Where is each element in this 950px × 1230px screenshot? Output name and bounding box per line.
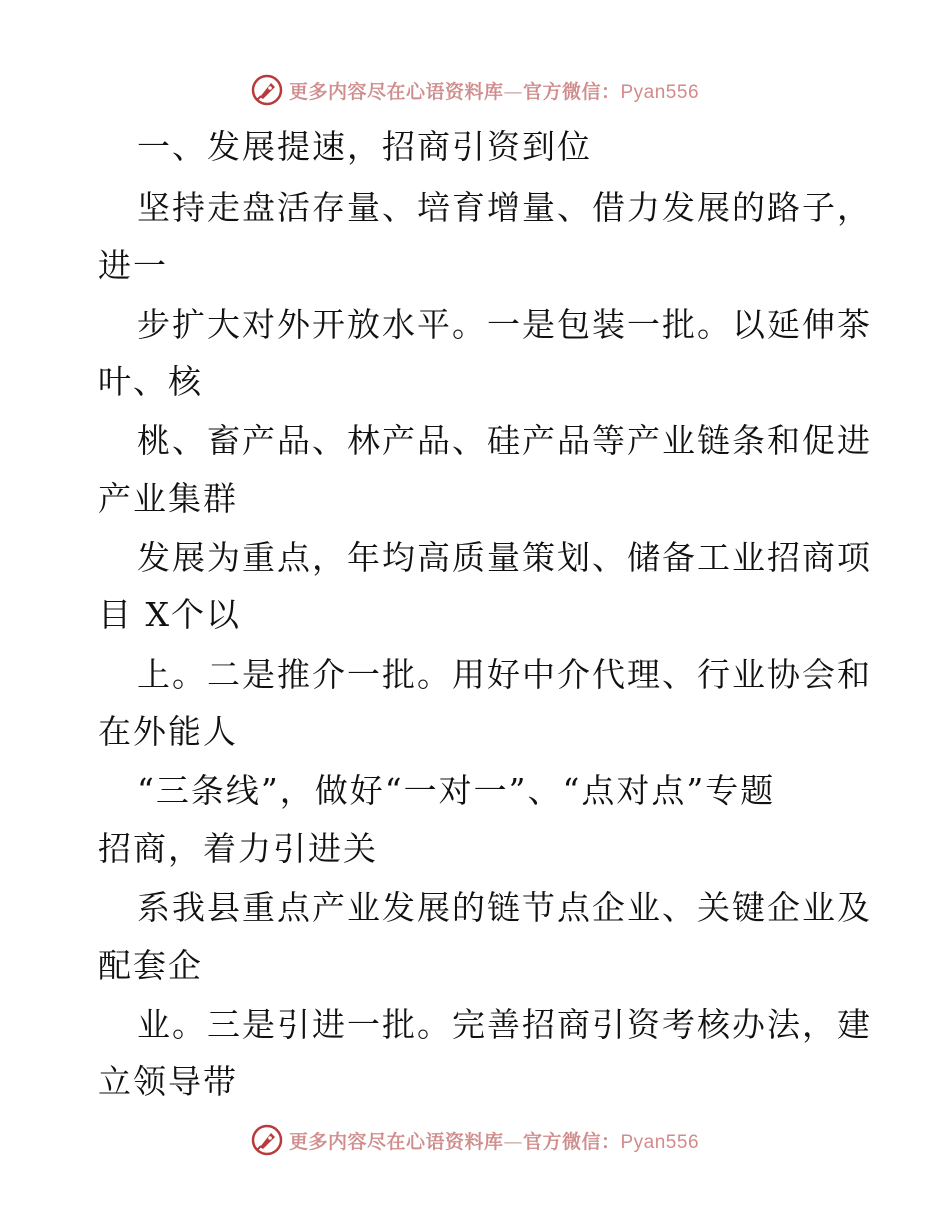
watermark-group (251, 74, 699, 106)
paragraph-line: 立领导带 (98, 1062, 238, 1101)
paragraph-line: 系我县重点产业发展的链节点企业、关键企业及 (137, 888, 872, 927)
paragraph-line: 产业集群 (98, 479, 238, 518)
paragraph-line: 进一 (98, 246, 168, 285)
paragraph-line: 配套企 (98, 946, 203, 985)
paragraph-line: 业。三是引进一批。完善招商引资考核办法，建 (137, 1005, 872, 1044)
paragraph-line: 发展为重点，年均高质量策划、储备工业招商项 (137, 538, 872, 577)
paragraph-line: 坚持走盘活存量、培育增量、借力发展的路子， (137, 188, 872, 227)
watermark-text: 更多内容尽在心语资料库—官方微信：Pyan556 (288, 80, 700, 103)
section-heading: 一、发展提速，招商引资到位 (137, 127, 592, 166)
paragraph-line: 桃、畜产品、林产品、硅产品等产业链条和促进 (137, 421, 872, 460)
watermark-text: 更多内容尽在心语资料库—官方微信：Pyan556 (288, 1130, 700, 1153)
paragraph-line: “三条线”，做好“一对一”、“点对点”专题 (137, 771, 776, 810)
paragraph-line: 在外能人 (98, 712, 238, 751)
paragraph-line: 步扩大对外开放水平。一是包装一批。以延伸茶 (137, 305, 872, 344)
watermark-group (251, 1124, 699, 1156)
pen-nib-logo-icon (251, 74, 283, 106)
paragraph-line: 叶、核 (98, 362, 203, 401)
footer-watermark (0, 1120, 950, 1160)
header-watermark (0, 70, 950, 110)
paragraph-line: 目 X个以 (98, 595, 241, 634)
pen-nib-logo-icon (251, 1124, 283, 1156)
paragraph-line: 上。二是推介一批。用好中介代理、行业协会和 (137, 655, 872, 694)
paragraph-line: 招商，着力引进关 (98, 829, 378, 868)
